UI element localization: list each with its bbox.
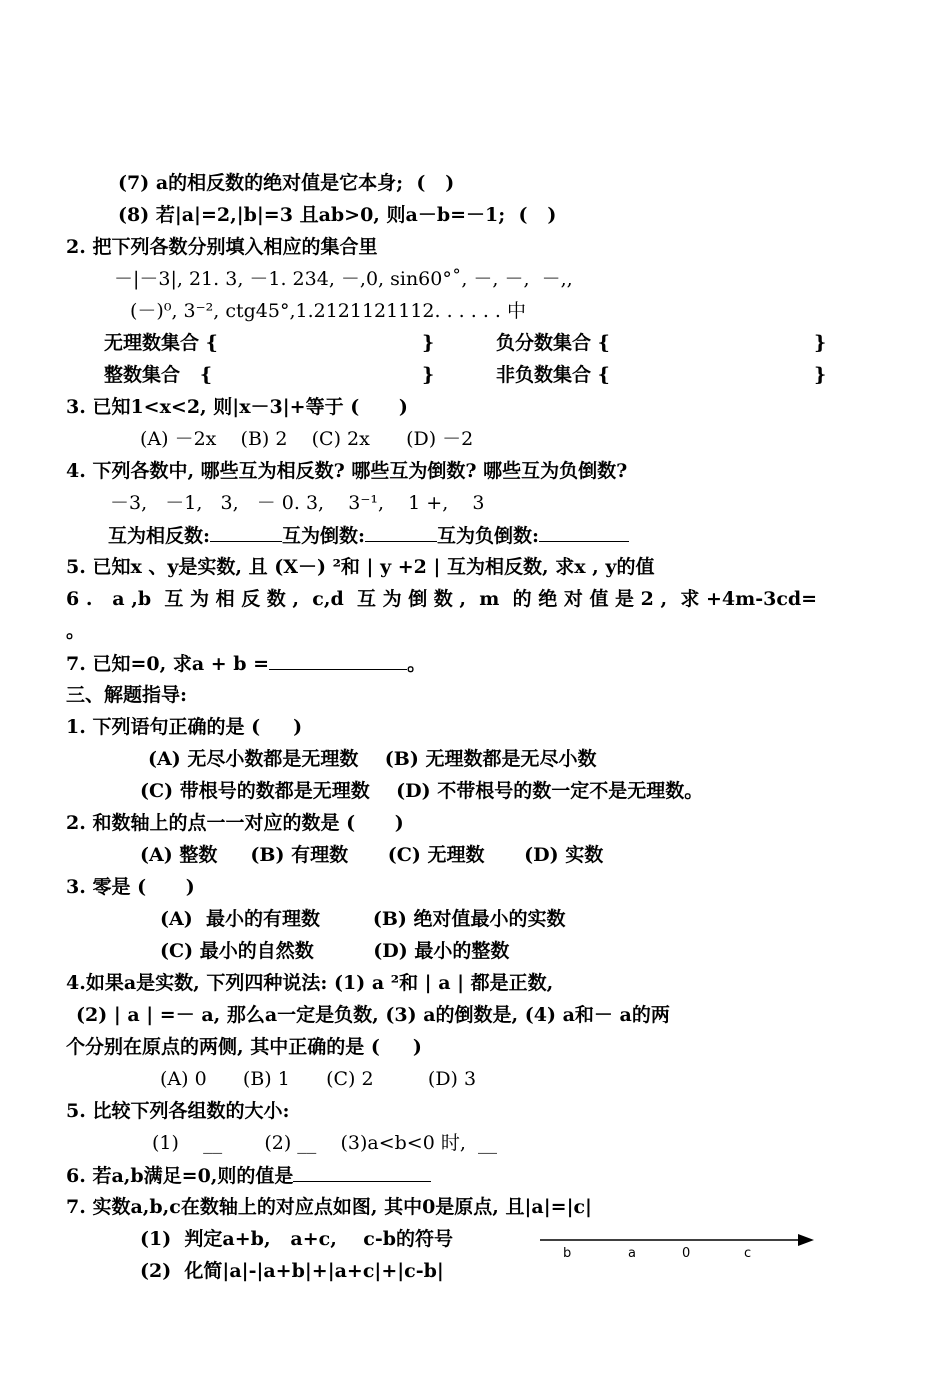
answer-blank[interactable] — [539, 523, 629, 542]
question-2-title: 2. 把下列各数分别填入相应的集合里 — [66, 236, 378, 258]
set-nonnegative-close: } — [814, 364, 827, 386]
guide-1: 1. 下列语句正确的是 ( ) — [66, 716, 303, 738]
number-list-1: －|－3|, 21. 3, －1. 234, －,0, sin60°˚, －, －, －,, — [114, 268, 573, 290]
question-5: 5. 已知x 、y是实数, 且 (X－) ²和 | y +2 | 互为相反数, 求x , y的值 — [66, 556, 655, 578]
set-nonnegative-label: 非负数集合 { — [496, 364, 610, 386]
guide-3-options-c: (C) 最小的自然数 (D) 最小的整数 — [160, 940, 510, 962]
number-line — [538, 1230, 818, 1270]
set-integer-close: } — [422, 364, 435, 386]
section-3-title: 三、解题指导: — [66, 684, 188, 706]
guide-6: 6. 若a,b满足=0,则的值是 — [66, 1163, 431, 1187]
number-line-label-c: c — [744, 1246, 752, 1261]
set-irrational-label: 无理数集合 { — [104, 332, 218, 354]
number-list-2: (－)⁰, 3⁻², ctg45°,1.2121121112. . . . . . 中 — [130, 300, 526, 322]
guide-3: 3. 零是 ( ) — [66, 876, 195, 898]
question-6: 6 . a ,b 互 为 相 反 数 , c,d 互 为 倒 数 , m 的 绝 对 值 是 2 , 求 +4m-3cd= — [66, 588, 818, 610]
guide-5: 5. 比较下列各组数的大小: — [66, 1100, 290, 1122]
set-integer-label: 整数集合 { — [104, 364, 213, 386]
number-line-label-0: 0 — [682, 1246, 691, 1261]
guide-4: 4.如果a是实数, 下列四种说法: (1) a ²和 | a | 都是正数, — [66, 972, 554, 994]
question-4-numbers: －3, －1, 3, － 0. 3, 3⁻¹, 1 +, 3 — [110, 492, 485, 514]
question-4-answers: 互为相反数: 互为倒数: 互为负倒数: — [108, 523, 629, 547]
guide-7-part-1: (1) 判定a+b, a+c, c-b的符号 — [140, 1228, 454, 1250]
guide-7-part-2: (2) 化简|a|-|a+b|+|a+c|+|c-b| — [140, 1260, 444, 1282]
item-7: (7) a的相反数的绝对值是它本身; ( ) — [118, 172, 455, 194]
guide-1-options-c: (C) 带根号的数都是无理数 (D) 不带根号的数一定不是无理数。 — [140, 780, 704, 802]
guide-7: 7. 实数a,b,c在数轴上的对应点如图, 其中0是原点, 且|a|=|c| — [66, 1196, 592, 1218]
set-negative-fraction-label: 负分数集合 { — [496, 332, 610, 354]
guide-2: 2. 和数轴上的点一一对应的数是 ( ) — [66, 812, 404, 834]
guide-4-cont2: 个分别在原点的两侧, 其中正确的是 ( ) — [66, 1036, 422, 1058]
guide-3-options-a: (A) 最小的有理数 (B) 绝对值最小的实数 — [160, 908, 566, 930]
number-line-label-b: b — [563, 1246, 572, 1261]
answer-blank[interactable] — [365, 523, 437, 542]
guide-4-cont: (2) | a | =－ a, 那么a一定是负数, (3) a的倒数是, (4) a和－ a的两 — [76, 1004, 670, 1026]
guide-2-options: (A) 整数 (B) 有理数 (C) 无理数 (D) 实数 — [140, 844, 604, 866]
question-3: 3. 已知1<x<2, 则|x－3|+等于 ( ) — [66, 396, 408, 418]
answer-blank[interactable] — [293, 1163, 431, 1182]
answer-blank[interactable] — [269, 651, 407, 670]
set-negative-fraction-close: } — [814, 332, 827, 354]
question-4: 4. 下列各数中, 哪些互为相反数? 哪些互为倒数? 哪些互为负倒数? — [66, 460, 628, 482]
guide-4-options: (A) 0 (B) 1 (C) 2 (D) 3 — [160, 1068, 477, 1090]
guide-5-parts: (1) __ (2) __ (3)a<b<0 时, __ — [152, 1132, 497, 1154]
set-irrational-close: } — [422, 332, 435, 354]
question-3-options: (A) －2x (B) 2 (C) 2x (D) －2 — [140, 428, 474, 450]
item-8: (8) 若|a|=2,|b|=3 且ab>0, 则a－b=－1; ( ) — [118, 204, 557, 226]
answer-blank[interactable] — [210, 523, 282, 542]
question-6-end: 。 — [66, 620, 86, 642]
guide-1-options-a: (A) 无尽小数都是无理数 (B) 无理数都是无尽小数 — [148, 748, 597, 770]
number-line-arrow-icon — [798, 1234, 814, 1246]
question-7: 7. 已知=0, 求a + b = 。 — [66, 653, 427, 675]
number-line-label-a: a — [628, 1246, 636, 1261]
